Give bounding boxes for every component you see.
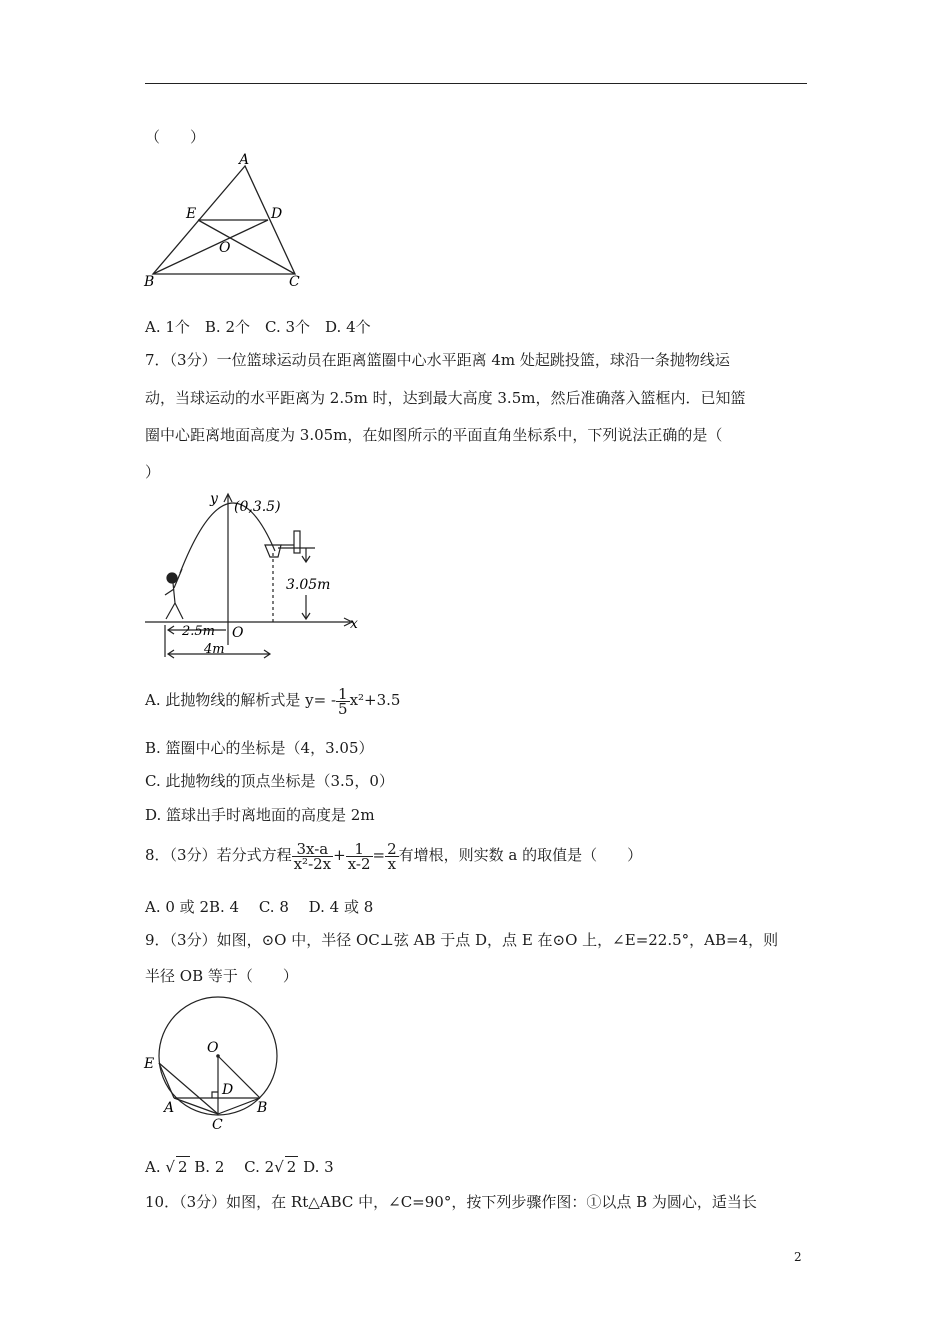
q6-label-e: E xyxy=(186,206,197,222)
q9-option-a-radicand: 2 xyxy=(177,1158,188,1176)
q9-option-d: D. 3 xyxy=(303,1158,334,1176)
q7-option-a-prefix: A. 此抛物线的解析式是 y= - xyxy=(145,691,337,709)
q9-line2: 半径 OB 等于（ ） xyxy=(145,967,298,985)
q8-fraction-1 xyxy=(292,839,334,873)
q8-f3-num: 2 xyxy=(387,839,397,858)
q6-label-c: C xyxy=(289,274,300,290)
q8-stem xyxy=(145,838,642,872)
q9-circle-figure xyxy=(140,992,285,1132)
q7-label-x: x xyxy=(350,616,358,632)
q9-line1: 9．（3分）如图，⊙O 中，半径 OC⊥弦 AB 于点 D，点 E 在⊙O 上，∠E=22.5°，AB=4，则 xyxy=(145,931,779,949)
q7-line4: ） xyxy=(145,463,161,481)
q7-option-d: D. 篮球出手时离地面的高度是 2m xyxy=(145,806,375,824)
q8-fraction-2 xyxy=(346,839,373,873)
q9-options xyxy=(145,1156,334,1177)
q8-f1-num: 3x-a xyxy=(292,842,334,857)
q6-label-b: B xyxy=(144,274,155,290)
q8-equals: = xyxy=(372,846,386,864)
q8-f2-num: 1 xyxy=(346,842,373,857)
q7-option-c: C. 此抛物线的顶点坐标是（3.5，0） xyxy=(145,772,394,790)
header-rule xyxy=(145,83,807,84)
q6-options: A. 1个 B. 2个 C. 3个 D. 4个 xyxy=(145,318,371,336)
q9-label-e: E xyxy=(144,1056,155,1072)
q7-option-a-num: 1 xyxy=(338,684,348,703)
q7-line3: 圈中心距离地面高度为 3.05m，在如图所示的平面直角坐标系中，下列说法正确的是（ xyxy=(145,426,723,444)
q7-line1: 7．（3分）一位篮球运动员在距离篮圈中心水平距离 4m 处起跳投篮，球沿一条抛物线运 xyxy=(145,351,730,369)
q7-label-d1: 2.5m xyxy=(182,624,216,639)
q9-label-b: B xyxy=(257,1100,268,1116)
sqrt-icon: √ xyxy=(274,1158,284,1176)
q7-option-a xyxy=(145,685,400,716)
q7-basketball-figure xyxy=(140,485,370,665)
q7-label-vertex: (0,3.5) xyxy=(234,499,281,515)
q6-label-d: D xyxy=(271,206,283,222)
q9-option-bc: B. 2 C. 2 xyxy=(194,1158,275,1176)
q9-label-c: C xyxy=(212,1117,223,1132)
page-number: 2 xyxy=(794,1250,802,1264)
q7-label-height: 3.05m xyxy=(286,577,331,593)
q8-f2-den: x-2 xyxy=(347,854,371,873)
q6-label-o: O xyxy=(219,240,231,256)
q8-prefix: 8．（3分）若分式方程 xyxy=(145,846,292,864)
q7-line2: 动，当球运动的水平距离为 2.5m 时，达到最大高度 3.5m，然后准确落入篮框内．已知篮 xyxy=(145,389,746,407)
q10-line1: 10．（3分）如图，在 Rt△ABC 中，∠C=90°，按下列步骤作图：①以点 B 为圆心，适当长 xyxy=(145,1193,757,1211)
q8-suffix: 有增根，则实数 a 的取值是（ ） xyxy=(398,846,643,864)
q6-triangle-figure xyxy=(140,152,310,292)
q7-option-b: B. 篮圈中心的坐标是（4，3.05） xyxy=(145,739,374,757)
q8-plus: + xyxy=(333,846,346,864)
q6-paren: （ ） xyxy=(145,128,206,146)
q8-f3-den: x xyxy=(387,854,397,873)
q7-label-y: y xyxy=(210,491,218,507)
q9-option-c-radicand: 2 xyxy=(286,1158,297,1176)
q8-f1-den: x²-2x xyxy=(293,854,332,873)
q8-fraction-3 xyxy=(385,839,399,873)
q6-label-a: A xyxy=(239,152,250,168)
q9-label-d: D xyxy=(222,1082,234,1098)
q7-option-a-suffix: x²+3.5 xyxy=(349,691,401,709)
q7-label-d2: 4m xyxy=(204,642,225,657)
q7-option-a-den: 5 xyxy=(338,699,348,718)
q9-label-o: O xyxy=(207,1040,219,1056)
sqrt-icon: √ xyxy=(165,1158,175,1176)
q7-option-a-fraction xyxy=(336,684,350,718)
q9-option-a: A. xyxy=(145,1158,161,1176)
q8-options: A. 0 或 2B. 4 C. 8 D. 4 或 8 xyxy=(145,898,374,916)
q7-label-origin: O xyxy=(232,625,244,641)
q9-label-a: A xyxy=(164,1100,175,1116)
